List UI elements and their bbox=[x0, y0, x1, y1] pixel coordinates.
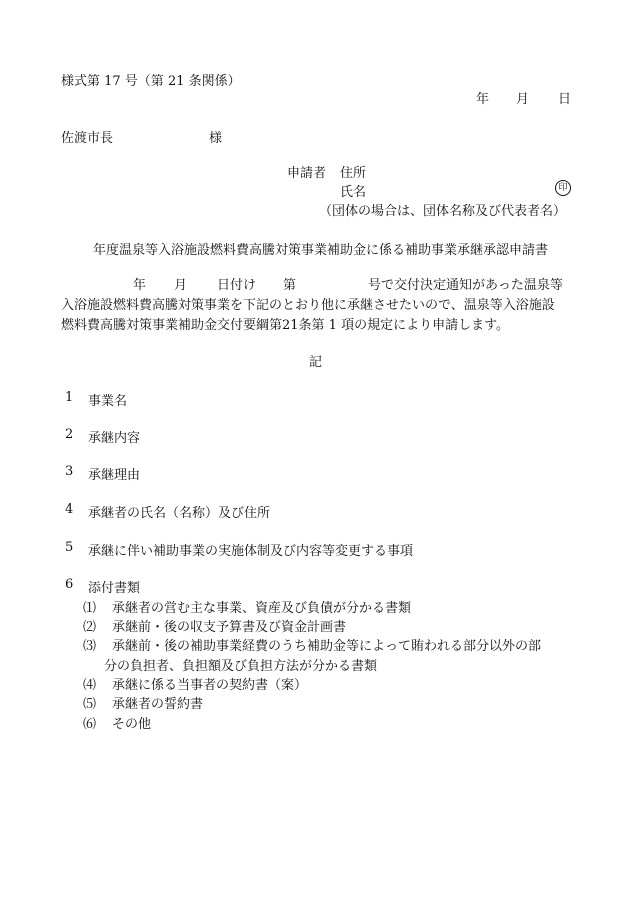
attachment-text-continuation: 分の負担者、負担額及び負担方法が分かる書類 bbox=[104, 659, 378, 674]
item-text: 承継に伴い補助事業の実施体制及び内容等変更する事項 bbox=[88, 544, 414, 559]
date-month-label: 月 bbox=[516, 92, 530, 107]
ki-marker: 記 bbox=[309, 355, 323, 370]
item-text: 承継者の氏名（名称）及び住所 bbox=[88, 506, 271, 521]
intro-month: 月 bbox=[174, 278, 188, 293]
form-number-label: 様式第 17 号（第 21 条関係） bbox=[61, 74, 241, 89]
attachment-text: 承継前・後の補助事業経費のうち補助金等によって賄われる部分以外の部 bbox=[112, 639, 542, 654]
attachment-text: 承継に係る当事者の契約書（案） bbox=[112, 678, 308, 693]
intro-day: 日付け bbox=[217, 278, 257, 293]
addressee-mayor: 佐渡市長 bbox=[61, 131, 114, 146]
applicant-group-note: （団体の場合は、団体名称及び代表者名） bbox=[319, 204, 567, 219]
intro-year: 年 bbox=[133, 278, 147, 293]
date-day-label: 日 bbox=[558, 92, 572, 107]
applicant-address-label: 住所 bbox=[340, 166, 367, 181]
applicant-name-label: 氏名 bbox=[340, 185, 367, 200]
intro-line3: 燃料費高騰対策事業補助金交付要綱第21条第 1 項の規定により申請します。 bbox=[61, 318, 510, 333]
item-text: 承継理由 bbox=[88, 468, 141, 483]
item-number: 6 bbox=[65, 577, 74, 592]
attachment-text: その他 bbox=[112, 717, 152, 732]
intro-line1-rest: 号で交付決定通知があった温泉等 bbox=[368, 278, 563, 293]
attachment-number: ⑴ bbox=[83, 601, 97, 616]
seal-mark: 印 bbox=[555, 180, 571, 196]
attachment-number: ⑷ bbox=[83, 678, 97, 693]
item-text: 添付書類 bbox=[88, 581, 141, 596]
attachment-text: 承継者の営む主な事業、資産及び負債が分かる書類 bbox=[112, 601, 412, 616]
addressee-honorific: 様 bbox=[209, 131, 223, 146]
attachment-number: ⑵ bbox=[83, 620, 97, 635]
intro-number-prefix: 第 bbox=[283, 278, 297, 293]
item-number: 4 bbox=[65, 502, 74, 517]
item-text: 事業名 bbox=[88, 394, 128, 409]
item-number: 3 bbox=[65, 464, 74, 479]
document-title: 年度温泉等入浴施設燃料費高騰対策事業補助金に係る補助事業承継承認申請書 bbox=[93, 243, 549, 258]
attachment-number: ⑹ bbox=[83, 717, 97, 732]
intro-line2: 入浴施設燃料費高騰対策事業を下記のとおり他に承継させたいので、温泉等入浴施設 bbox=[61, 298, 555, 313]
date-year-label: 年 bbox=[476, 92, 490, 107]
attachment-text: 承継前・後の収支予算書及び資金計画書 bbox=[112, 620, 347, 635]
item-number: 2 bbox=[65, 427, 74, 442]
applicant-label: 申請者 bbox=[287, 166, 327, 181]
attachment-number: ⑸ bbox=[83, 697, 97, 712]
attachment-number: ⑶ bbox=[83, 639, 97, 654]
attachment-text: 承継者の誓約書 bbox=[112, 697, 204, 712]
item-number: 5 bbox=[65, 540, 74, 555]
item-text: 承継内容 bbox=[88, 431, 141, 446]
item-number: 1 bbox=[65, 390, 74, 405]
